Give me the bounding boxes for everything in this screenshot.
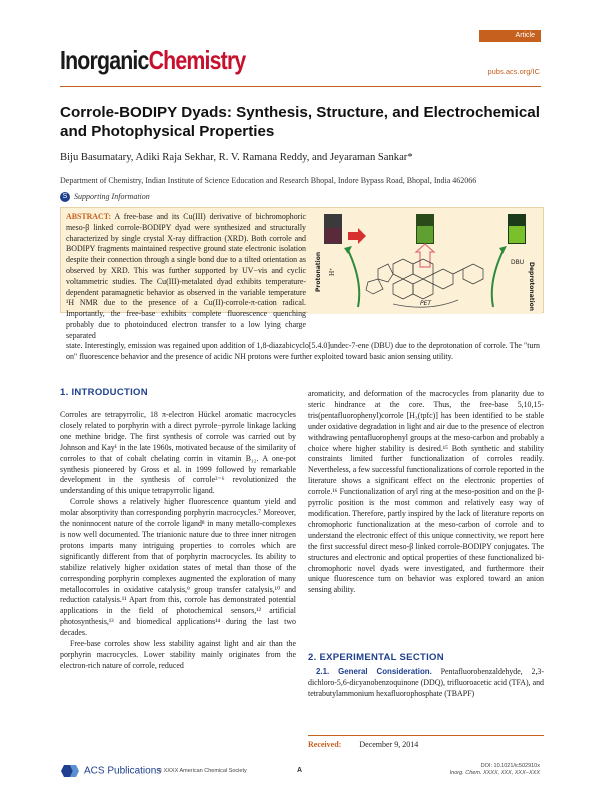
journal-url-link[interactable]: pubs.acs.org/IC — [487, 67, 540, 76]
acs-publications-logo[interactable] — [60, 764, 161, 778]
article-title: Corrole-BODIPY Dyads: Synthesis, Structure, and Electrochemical and Photophysical Properties — [60, 104, 540, 140]
affiliation: Department of Chemistry, Indian Institute of Science Education and Research Bhopal, Indore Bypass Road, Bhopal, India 462066 — [60, 176, 477, 185]
abstract-body-part1: A free-base and its Cu(III) derivative of bichromophoric meso-β linked corrole-BODIPY dyad were synthesized and structurally characterized by single crystal X-ray diffraction (XRD). Both corrole and BODIPY fragments maintained respective ground state electronic isolation despite their connection through a single bond due to a tilted orientation as observed by XRD. This was further supported by UV−vis and cyclic voltammetric studies. The Cu(III)-metalated dyad exhibits temperature-dependent paramagnetic behavior as observed in the variable temperature ¹H NMR due to the presence of a Cu(II)-corrole-π-cation radical. Importantly, the free-base exhibits complete fluorescence quenching probably due to photoinduced electron transfer to a low lying charge separated — [66, 212, 306, 340]
pet-label: PET — [420, 300, 432, 307]
received-value: December 9, 2014 — [359, 740, 419, 749]
introduction-heading: 1. INTRODUCTION — [60, 387, 148, 398]
general-consideration-heading: 2.1. General Consideration. — [316, 667, 432, 676]
journal-name-part2: Chemistry — [148, 45, 246, 75]
supporting-info-link[interactable] — [60, 192, 150, 202]
journal-logo — [60, 45, 245, 75]
abstract-label: ABSTRACT: — [66, 212, 112, 221]
supporting-info-icon: S — [60, 192, 70, 202]
author-list: Biju Basumatary, Adiki Raja Sekhar, R. V. Ramana Reddy, and Jeyaraman Sankar* — [60, 152, 413, 163]
left-column — [60, 410, 296, 672]
acs-hex-icon — [60, 764, 80, 778]
header-divider — [60, 86, 541, 87]
toc-graphic — [308, 212, 542, 314]
received-date — [308, 735, 544, 749]
deprotonation-label: Deprotonation — [528, 262, 535, 312]
copyright-notice: © XXXX American Chemical Society — [158, 768, 247, 774]
dbu-label: DBU — [511, 259, 525, 266]
doi-link[interactable]: DOI: 10.1021/ic502910x — [480, 763, 540, 769]
experimental-heading: 2. EXPERIMENTAL SECTION — [308, 652, 444, 663]
protonation-label: Protonation — [315, 251, 322, 292]
received-label: Received: — [308, 740, 342, 749]
intro-paragraph-2: Corrole shows a relatively higher fluorescence quantum yield and molar absorptivity than corresponding porphyrin macrocycles.⁷ Moreover, the noninnocent nature of the corrole ligand⁸ in many metallo-complexes is now well documented. The trianionic nature due to three inner nitrogen protons imparts many intriguing properties to corroles which are significantly different from that of porphyrin macrocycles. Its ability to stabilize relatively higher oxidation states of metal than those of the corresponding porphyrin complexes augmented the exploration of many metallocorroles in oxidative catalysis,⁹ group transfer catalysis,¹⁰ and reduction catalysis.¹¹ Apart from this, corrole has demonstrated potential applications in the field of photochemical sensors,¹² artificial photosynthesis,¹³ and biomedical applications¹⁴ during the last two decades. — [60, 497, 296, 638]
intro-paragraph-1: Corroles are tetrapyrrolic, 18 π-electron Hückel aromatic macrocycles closely related to porphyrin with a direct pyrrole−pyrrole linkage lacking one methine bridge. The first synthesis of corrole was carried out by Johnson and Kay¹ in the late 1960s, motivated because of the similarity of corroles to that of cobalt chelating corrin in vitamin B₁₂. A one-pot synthesis pioneered by Gross et al. in 1999 followed by remarkable development in the synthesis of corrole²⁻⁶ revolutionized the understanding of this unique tetrapyrrolic ligand. — [60, 410, 296, 496]
intro-paragraph-4: aromaticity, and deformation of the macrocycles from planarity due to steric hindrance at the core. Thus, the free-base 5,10,15-tris(pentafluorophenyl)corrole [H₃(tpfc)] has been identified to be stable under oxidative degradation in light and air due to the presence of electron withdrawing pentafluorophenyl groups at the meso-carbon and probably a choice where higher stability is desired.¹⁵ Both synthetic and stability constraints limited further functionalization of corroles readily. Nevertheless, a few successful functionalizations of corrole reported in the literature shows a significant effect on the electronic properties of corrole.¹⁶ Functionalization of aryl ring at the meso-position and on the β-pyrrolic position is the most common and relatively easy way of modification. Therefore, partly inspired by the lack of literature reports on chromophoric functionalization at the meso-carbon of corrole and to understand the electronic effect of this unique connectivity, we report here the first successful direct meso-β linked corrole-BODIPY conjugates. The structures and electronic and optical properties of these functionalized bi-chromophoric novel dyads were investigated, and furthermore their unique fluorescence turn on behavior was explored toward an anion sensing ability. — [308, 389, 544, 595]
abstract-body-part2: state. Interestingly, emission was regained upon addition of 1,8-diazabicyclo[5.4.0]undec-7-ene (DBU) due to the deprotonation of corrole. The "turn on" fluorescence behavior and the presence of acidic NH protons were further exploited toward basic anion sensing utility. — [66, 341, 540, 361]
supporting-info-label: Supporting Information — [74, 192, 150, 201]
doi-block — [450, 763, 540, 777]
acs-publications-label: ACS Publications — [84, 765, 162, 777]
experimental-text — [308, 667, 544, 700]
abstract-text — [66, 212, 306, 342]
article-type-badge: Article — [479, 30, 541, 42]
journal-name-part1: Inorganic — [60, 45, 149, 75]
citation: Inorg. Chem. XXXX, XXX, XXX−XXX — [449, 770, 540, 776]
page-number: A — [297, 767, 303, 774]
h-plus-label: H⁺ — [329, 267, 336, 276]
right-column — [308, 389, 544, 596]
intro-paragraph-3: Free-base corroles show less stability against light and air than the porphyrin macrocycles. Lower stability mainly originates from the electron-rich nature of corrole, reduced — [60, 639, 296, 670]
general-consideration-body: Pentafluorobenzaldehyde, 2,3-dichloro-5,6-dicyanobenzoquinone (DDQ), trifluoroacetic acid (TFA), and tetrabutylammonium hexafluorophosphate (TBAPF) — [308, 667, 544, 698]
